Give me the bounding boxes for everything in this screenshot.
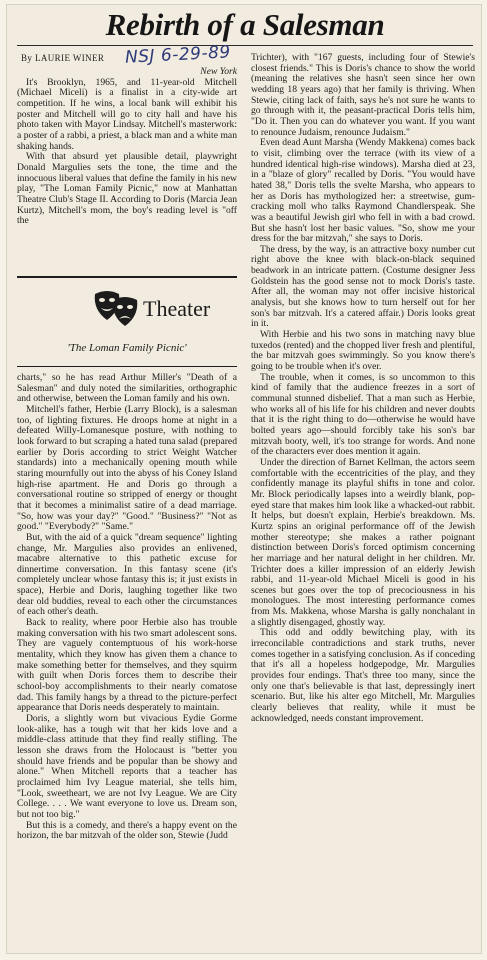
paragraph: Even dead Aunt Marsha (Wendy Makkena) comes back to visit, climbing over the terrace (with its view of a hundred identical high-rise windows). Marsha died at 23, in a "blaze of glory" recalled by Doris. "You would have hated 38," Doris tells the svelte Marsha, who appears to her as Doris has mythologized her: a streetwise, gum-cracking moll who talks Raymond Chandlerspeak. She was a beautiful Jewish girl who fell in with a bad crowd. But she hasn't lost her basic values. "So, show me your dress for the bar mitzvah," she says to Doris. — [251, 137, 475, 245]
column-2 — [251, 53, 475, 951]
play-title-caption: 'The Loman Family Picnic' — [67, 342, 187, 354]
section-label: Theater — [143, 296, 211, 321]
paragraph: Back to reality, where poor Herbie also has trouble making conversation with his two smart adolescent sons. They are vaguely contemptuous of his work-horse mentality, which they know has given them a chance to make something better for themselves, and they squirm with guilt when Doris forces them to describe their school-boy accomplishments to their nearly comatose dad. This family hangs by a thread to the picture-perfect appearance that Doris needs desperately to maintain. — [17, 617, 237, 714]
column-1-bottom — [17, 373, 237, 953]
headline-rule — [17, 45, 473, 46]
paragraph: It's Brooklyn, 1965, and 11-year-old Mitchell (Michael Miceli) is a finalist in a city-wide art competition. If he wins, a local bank will exhibit his poster and Mitchell will go to city hall and have his photo taken with Mayor Lindsay. Mitchell's masterwork: a poster of a rabbi, a priest, a black man and a white man shaking hands. — [17, 76, 237, 152]
paragraph: Doris, a slightly worn but vivacious Eydie Gorme look-alike, has a tough wit that her kids love and a middle-class attitude that they find really stifling. The lesson she draws from the Holocaust is "better you should have friends and be popular than be showy and alone." When Mitchell reports that a teacher has proclaimed him Ivy League material, she tells him, "Look, sweetheart, we are not Ivy League. We are City College. . . . We want everyone to love us. Dream son, but not too big." — [17, 713, 237, 820]
logo-top-rule — [17, 276, 237, 278]
column-1-bottom-text — [17, 373, 237, 842]
paragraph: With that absurd yet plausible detail, playwright Donald Margulies sets the tone, the time and the innocuous liberal values that define the family in his new play, "The Loman Family Picnic," now at Manhattan Theatre Club's Stage II. According to Doris (Marcia Jean Kurtz), Mitchell's mom, the boy's reading level is "off the — [17, 151, 237, 227]
paragraph: The trouble, when it comes, is so uncommon to this kind of family that the audience freezes in a sort of communal stunned disbelief. That a man such as Herbie, who works all of his life for his children and never doubts that it is the right thing to do—otherwise he would have bolted years ago—should forcibly take his son's bar mitzvah booty, well, it's too strange for words. And none of the characters ever does mention it again. — [251, 371, 475, 458]
dateline: New York — [200, 67, 237, 77]
column-1-top — [17, 67, 237, 275]
paragraph: charts," so he has read Arthur Miller's "Death of a Salesman" and duly noted the similarities, orthographic and otherwise, between the Loman family and his own. — [17, 373, 237, 405]
article-headline: Rebirth of a Salesman — [105, 7, 385, 42]
paragraph: But this is a comedy, and there's a happy event on the horizon, the bar mitzvah of the older son, Stewie (Judd — [17, 819, 237, 842]
paragraph: The dress, by the way, is an attractive boxy number cut right above the knee with black-on-black sequined beadwork in an intricate pattern. (Costume designer Jess Goldstein has the good sense not to mock Doris's taste. After all, the woman may not offer incisive historical analysis, but she knows how to turn herself out for her son's bar mitzvah. It's a catered affair.) Doris looks great in it. — [251, 243, 475, 330]
comedy-tragedy-masks-icon — [91, 288, 141, 332]
paragraph: But, with the aid of a quick "dream sequence" lighting change, Mr. Margulies also provides an enlivened, macabre alternative to this pathetic excuse for dinnertime conversation. In this fantasy scene (it's completely unclear whose fantasy this is; it just exists in space), Herbie and Doris, laughing together like two dear old buddies, reveal to each other the circumstances of each other's death. — [17, 531, 237, 618]
column-1-top-text — [17, 78, 237, 227]
theater-section-logo — [17, 276, 237, 368]
paragraph: This odd and oddly bewitching play, with its irreconcilable contradictions and stark truths, never comes together in a satisfying conclusion. As if conceding that it's all a hopeless hodgepodge, Mr. Margulies provides four endings. That's three too many, since the only one that's believable is that last, depressingly inert scenario. But, like his alter ego Mitchell, Mr. Margulies clearly believes that reality, while it must be acknowledged, needs constant improvement. — [251, 627, 475, 724]
logo-bottom-rule — [17, 366, 237, 367]
handwritten-date-stamp: NSJ 6-29-89 — [124, 42, 232, 68]
column-2-text — [251, 53, 475, 724]
byline: By LAURIE WINER — [21, 53, 105, 63]
paragraph: Under the direction of Barnet Kellman, the actors seem comfortable with the eccentricities of the play, and they confidently manage its playful shifts in tone and color. Mr. Block periodically lapses into a weirdly blank, pop-eyed stare that makes him look like a whacked-out rabbit. It helps, but doesn't explain, Herbie's breakdown. Ms. Kurtz spins an original performance off of the Jewish mother stereotype; she makes a rather poignant distinction between Doris's forced optimism concerning her marriage and her natural delight in her children. Mr. Trichter does a killer impression of an elderly Jewish rabbi, and 11-year-old Michael Miceli is good in his scenes but goes over the top of precociousness in his monologues. The most interesting performance comes from Ms. Makkena, whose Marsha is gally nonchalant in a slightly disengaged, ghostly way. — [251, 456, 475, 628]
paragraph: Trichter), with "167 guests, including four of Stewie's closest friends." This is Doris's chance to show the world (meaning the relatives she hasn't seen since her own wedding 18 years ago) that her family is thriving. When Stewie, citing lack of faith, says he's not sure he wants to go through with it, the peasant-practical Doris tells him, "Do it. Then you can do whatever you want. If you want to renounce Judaism, renounce Judaism." — [251, 53, 475, 138]
paragraph: Mitchell's father, Herbie (Larry Block), is a salesman too, of lighting fixtures. He droops home at night in a defeated Willy-Lomanesque posture, with nothing to look forward to but scraping a hated tuna salad (prepared earlier by Doris according to strict Weight Watcher standards) into a mechanically opening mouth while staring mournfully out into the abyss of his Coney Island high-rise apartment. He and Doris go through a conversational routine so stripped of energy or thought that it becomes a minimalist satire of a dead marriage. "So, how was your day?" "Good." "Business?" "Not as good." "Everybody?" "Same." — [17, 403, 237, 533]
newspaper-clipping — [6, 4, 482, 954]
paragraph: With Herbie and his two sons in matching navy blue tuxedos (rented) and the chopped liver fresh and plentiful, the bar mitzvah goes swimmingly. So you know there's going to be trouble when it's over. — [251, 329, 475, 373]
